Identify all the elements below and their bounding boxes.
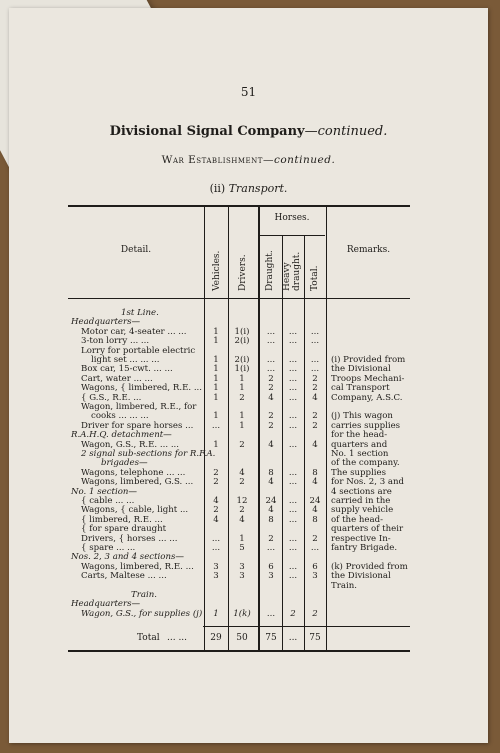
drivers-cell: 1(i) [234,364,250,375]
vehicles-cell: 1 [213,608,219,619]
remarks-cell: Train. [331,580,357,591]
vehicles-cell: 2 [213,467,219,478]
total-cell: 4 [312,392,318,403]
vehicles-cell: 1 [213,326,219,337]
draught-cell: ... [266,364,276,375]
draught-cell: ... [266,326,276,337]
remarks-cell: for the head- [331,430,388,441]
total-cell: 3 [312,571,318,582]
detail-cell: Wagons, limbered, R.E. ... [81,561,194,572]
remarks-cell: (k) Provided from [331,561,408,572]
drivers-cell: 4 [239,514,245,525]
drivers-cell: 2 [239,439,245,450]
detail-cell: Wagons, { cable, light ... [81,505,189,516]
header-remarks: Remarks. [346,245,391,255]
vehicles-cell: 2 [213,505,219,516]
draught-cell: 4 [268,505,274,516]
detail-cell: Lorry for portable electric [81,345,196,356]
heavy-draught-cell: ... [288,364,298,375]
vehicles-cell: 4 [213,496,219,506]
detail-cell: 2 signal sub-sections for R.F.A. [81,449,216,459]
heavy-draught-cell: ... [288,336,298,347]
remarks-cell: the Divisional [331,364,391,375]
heavy-draught-cell: ... [288,439,298,450]
total-cell: 24 [309,496,321,506]
drivers-cell: 12 [236,496,248,506]
heavy-draught-cell: ... [288,373,298,384]
heavy-draught-cell: ... [288,571,298,582]
draught-cell: 2 [268,383,274,394]
header-drivers: Drivers. [238,254,248,291]
header-vehicles: Vehicles. [212,250,222,291]
drivers-cell: 2(i) [234,355,250,365]
subtitle [9,154,488,166]
drivers-cell: 1 [239,373,245,384]
detail-cell: Carts, Maltese ... ... [81,571,167,582]
draught-cell: 8 [268,467,274,478]
total-cell: ... [310,364,320,375]
remarks-cell: No. 1 section [331,449,389,459]
vehicles-cell: 3 [213,571,219,582]
total-label: Total [137,633,160,643]
detail-cell: Box car, 15-cwt. ... ... [81,364,173,375]
total-vehicles: 29 [210,633,222,643]
draught-cell: 24 [265,496,277,506]
remarks-cell: (j) This wagon [331,411,393,422]
remarks-cell: Troops Mechani- [331,373,405,384]
drivers-cell: 2 [239,505,245,516]
remarks-cell: cal Transport [331,383,390,394]
heavy-draught-cell: ... [288,543,298,553]
detail-cell: Wagon, G.S., R.E. ... ... [81,439,180,450]
detail-cell: Cart, water ... ... [81,373,153,384]
title-suffix: —continued. [304,124,388,139]
detail-cell: { spare ... ... [81,543,136,553]
drivers-cell: 2 [239,392,245,403]
header-total: Total. [310,265,320,291]
remarks-cell: The supplies [331,467,387,478]
heavy-draught-cell: ... [288,533,298,544]
heavy-draught-cell: ... [288,496,298,506]
drivers-cell: 1(i) [234,326,250,337]
table-bottom-rule [68,650,410,652]
remarks-cell: for Nos. 2, 3 and [331,477,405,488]
drivers-cell: 2(i) [234,336,250,347]
drivers-cell: 3 [239,561,245,572]
draught-cell: 2 [268,373,274,384]
heavy-draught-cell: ... [288,355,298,365]
total-cell: 4 [312,477,318,488]
header-heavy-draught: draught. [292,251,302,291]
draught-cell: 3 [268,571,274,582]
detail-cell: Drivers, { horses ... ... [81,533,178,544]
total-cell: 2 [312,420,318,431]
remarks-cell: carried in the [331,496,391,506]
drivers-cell: 2 [239,477,245,488]
remarks-cell: Company, A.S.C. [331,392,403,403]
detail-cell: Nos. 2, 3 and 4 sections— [71,552,185,563]
total-cell: 4 [312,505,318,516]
total-cell: ... [310,543,320,553]
remarks-cell: quarters and [331,439,388,450]
draught-cell: ... [266,543,276,553]
remarks-cell: supply vehicle [331,505,394,516]
vehicles-cell: ... [211,420,221,431]
heavy-draught-cell: ... [288,420,298,431]
total-total: 75 [309,633,321,643]
heavy-draught-cell: ... [288,561,298,572]
heavy-draught-cell: ... [288,411,298,422]
total-draught: 75 [265,633,277,643]
total-cell: 4 [312,439,318,450]
draught-cell: 4 [268,392,274,403]
vehicles-cell: ... [211,533,221,544]
drivers-cell: 1 [239,411,245,422]
drivers-cell: 4 [239,467,245,478]
draught-cell: 4 [268,439,274,450]
detail-cell: Wagons, limbered, G.S. ... [81,477,194,488]
detail-cell: Wagons, { limbered, R.E. ... [81,383,203,394]
drivers-cell: 1 [239,420,245,431]
section-number: (ii) [209,182,226,195]
heavy-draught-cell: ... [288,505,298,516]
remarks-cell: fantry Brigade. [331,543,398,553]
detail-cell: { limbered, R.E. ... [81,514,163,525]
draught-cell: 2 [268,411,274,422]
detail-cell: 1st Line. [121,308,159,318]
heavy-draught-cell: 2 [290,608,296,619]
total-cell: 2 [312,608,318,619]
vehicles-cell: 1 [213,383,219,394]
vehicles-cell: 1 [213,411,219,422]
page-title [9,124,488,139]
detail-cell: No. 1 section— [71,486,138,497]
draught-cell: ... [266,336,276,347]
total-dots: ... ... [167,633,188,643]
draught-cell: ... [266,355,276,365]
draught-cell: 2 [268,420,274,431]
total-cell: 2 [312,383,318,394]
vehicles-cell: 1 [213,373,219,384]
horses-under-rule [259,235,325,236]
detail-cell: R.A.H.Q. detachment— [71,430,172,441]
vehicles-cell: 4 [213,514,219,525]
remarks-cell: respective In- [331,533,391,544]
total-row [9,633,488,644]
remarks-cell: carries supplies [331,420,401,431]
detail-cell: { G.S., R.E. ... [81,392,142,403]
total-cell: ... [310,336,320,347]
heavy-draught-cell: ... [288,383,298,394]
total-cell: 2 [312,533,318,544]
draught-cell: 6 [268,561,274,572]
vehicles-cell: 1 [213,364,219,375]
vehicles-cell: 1 [213,392,219,403]
detail-cell: { for spare draught [81,524,167,535]
detail-cell: light set ... ... ... [91,355,160,365]
detail-cell: Wagons, telephone ... ... [81,467,186,478]
header-bottom-rule [68,298,410,299]
draught-cell: 2 [268,533,274,544]
page-number: 51 [240,85,257,99]
section-name: Transport. [228,182,288,195]
detail-cell: Headquarters— [71,599,141,610]
vehicles-cell: 3 [213,561,219,572]
detail-cell: Wagon, limbered, R.E., for [81,402,197,412]
detail-cell: Headquarters— [71,317,141,328]
detail-cell: Train. [131,590,157,600]
remarks-cell: of the head- [331,514,384,525]
detail-cell: Wagon, G.S., for supplies (j) [81,608,203,619]
heavy-draught-cell: ... [288,392,298,403]
drivers-cell: 5 [239,543,245,553]
heavy-draught-cell: ... [288,467,298,478]
vehicles-cell: ... [211,543,221,553]
total-cell: 6 [312,561,318,572]
detail-cell: 3-ton lorry ... ... [81,336,150,347]
document-page [9,8,488,743]
draught-cell: 4 [268,477,274,488]
vehicles-cell: 1 [213,439,219,450]
total-drivers: 50 [236,633,248,643]
drivers-cell: 1(k) [233,608,251,619]
remarks-cell: quarters of their [331,524,404,535]
heavy-draught-cell: ... [288,326,298,337]
remarks-cell: (i) Provided from [331,355,406,365]
total-cell: 2 [312,411,318,422]
heavy-draught-cell: ... [288,514,298,525]
total-top-rule [203,626,410,627]
total-cell: 8 [312,467,318,478]
draught-cell: ... [266,608,276,619]
header-horses: Horses. [274,213,310,223]
detail-cell: cooks ... ... ... [91,411,149,422]
remarks-cell: of the company. [331,458,400,469]
title-main: Divisional Signal Company [109,124,305,139]
drivers-cell: 1 [239,383,245,394]
table-row [9,609,488,620]
remarks-cell: 4 sections are [331,486,392,497]
total-cell: 2 [312,373,318,384]
table-top-rule [68,205,410,207]
vehicles-cell: 1 [213,355,219,365]
vehicles-cell: 1 [213,336,219,347]
total-cell: ... [310,355,320,365]
remarks-cell: the Divisional [331,571,391,582]
draught-cell: 8 [268,514,274,525]
section-heading [9,182,488,195]
total-cell: 8 [312,514,318,525]
drivers-cell: 3 [239,571,245,582]
header-detail: Detail. [120,245,152,255]
header-draught: Draught. [265,250,275,291]
total-heavy: ... [288,633,298,643]
vehicles-cell: 2 [213,477,219,488]
detail-cell: { cable ... ... [81,496,135,506]
subtitle-suffix: —continued. [262,154,336,166]
detail-cell: brigades— [101,458,148,469]
detail-cell: Motor car, 4-seater ... ... [81,326,187,337]
heavy-draught-cell: ... [288,477,298,488]
detail-cell: Driver for spare horses ... [81,420,194,431]
total-cell: ... [310,326,320,337]
subtitle-main: War Establishment [161,154,263,166]
drivers-cell: 1 [239,533,245,544]
header-heavy: Heavy [282,262,292,291]
